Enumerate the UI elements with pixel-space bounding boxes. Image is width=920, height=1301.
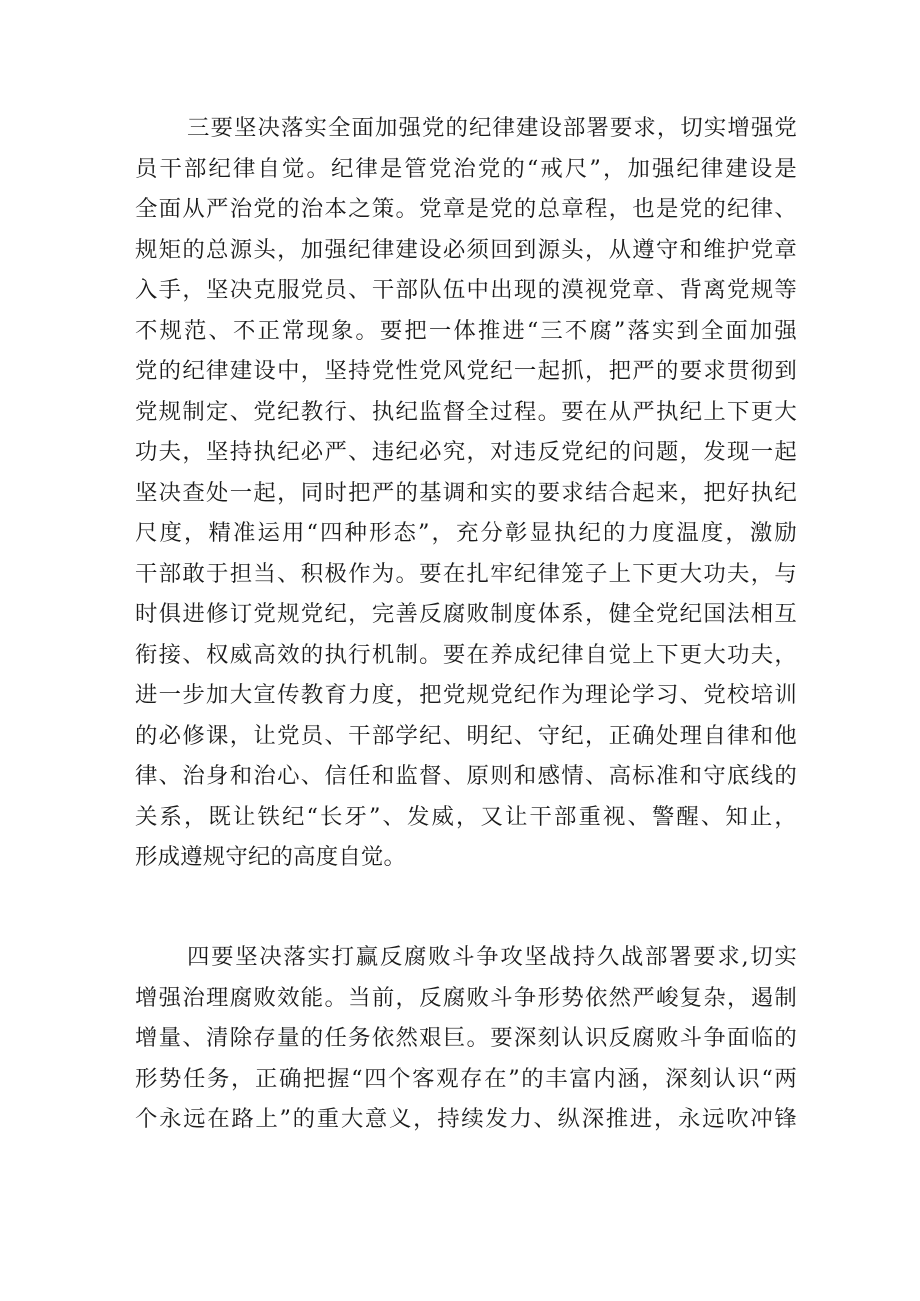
paragraph-line: 干部敢于担当、积极作为。要在扎牢纪律笼子上下更大功夫，与 bbox=[135, 560, 797, 587]
paragraph-line: 规矩的总源头，加强纪律建设必须回到源头，从遵守和维护党章 bbox=[135, 236, 797, 263]
paragraph-line: 进一步加大宣传教育力度，把党规党纪作为理论学习、党校培训 bbox=[135, 682, 797, 708]
paragraph-line: 员干部纪律自觉。纪律是管党治党的“戒尺”，加强纪律建设是 bbox=[135, 155, 797, 182]
paragraph-line: 四要坚决落实打赢反腐败斗争攻坚战持久战部署要求,切实 bbox=[187, 944, 797, 970]
paragraph-discipline bbox=[135, 108, 797, 878]
paragraph-line: 时俱进修订党规党纪，完善反腐败制度体系，健全党纪国法相互 bbox=[135, 601, 797, 627]
paragraph-line: 增强治理腐败效能。当前，反腐败斗争形势依然严峻复杂，遏制 bbox=[135, 984, 797, 1011]
paragraph-line: 形成遵规守纪的高度自觉。 bbox=[135, 844, 407, 870]
paragraph-line: 衔接、权威高效的执行机制。要在养成纪律自觉上下更大功夫， bbox=[135, 641, 797, 668]
paragraph-line: 个永远在路上”的重大意义，持续发力、纵深推进，永远吹冲锋 bbox=[135, 1106, 797, 1132]
paragraph-line: 党规制定、党纪教行、执纪监督全过程。要在从严执纪上下更大 bbox=[135, 398, 797, 425]
paragraph-line: 功夫，坚持执纪必严、违纪必究，对违反党纪的问题，发现一起 bbox=[135, 439, 797, 465]
paragraph-line: 律、治身和治心、信任和监督、原则和感情、高标准和守底线的 bbox=[135, 763, 797, 789]
paragraph-line: 尺度，精准运用“四种形态”，充分彰显执纪的力度温度，激励 bbox=[135, 520, 797, 546]
paragraph-line: 党的纪律建设中，坚持党性党风党纪一起抓，把严的要求贯彻到 bbox=[135, 358, 797, 384]
paragraph-line: 不规范、不正常现象。要把一体推进“三不腐”落实到全面加强 bbox=[135, 317, 797, 344]
paragraph-line: 的必修课，让党员、干部学纪、明纪、守纪，正确处理自律和他 bbox=[135, 722, 797, 749]
paragraph-anti-corruption bbox=[135, 937, 797, 1140]
paragraph-line: 全面从严治党的治本之策。党章是党的总章程，也是党的纪律、 bbox=[135, 196, 797, 222]
paragraph-line: 坚决查处一起，同时把严的基调和实的要求结合起来，把好执纪 bbox=[135, 479, 797, 506]
paragraph-line: 增量、清除存量的任务依然艰巨。要深刻认识反腐败斗争面临的 bbox=[135, 1025, 797, 1051]
paragraph-line: 关系，既让铁纪“长牙”、发威，又让干部重视、警醒、知止， bbox=[135, 803, 797, 830]
paragraph-line: 入手，坚决克服党员、干部队伍中出现的漠视党章、背离党规等 bbox=[135, 277, 797, 303]
paragraph-line: 三要坚决落实全面加强党的纪律建设部署要求，切实增强党 bbox=[187, 115, 797, 141]
paragraph-line: 形势任务，正确把握“四个客观存在”的丰富内涵，深刻认识“两 bbox=[135, 1065, 797, 1092]
